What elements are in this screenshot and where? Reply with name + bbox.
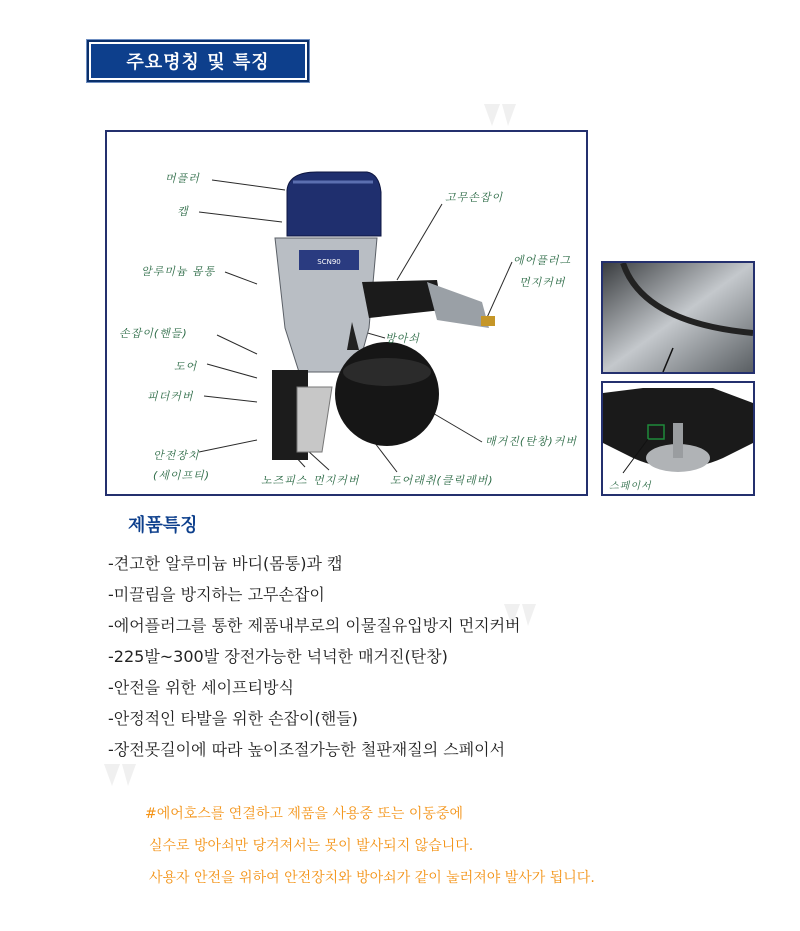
product-diagram bbox=[105, 130, 588, 496]
callout-safety: 안전장치 bbox=[153, 449, 200, 462]
callout-nosepiece: 노즈피스 bbox=[261, 474, 308, 487]
section-title: 주요명칭 및 특징 bbox=[87, 40, 309, 82]
callout-dust-cover-top: 먼지커버 bbox=[519, 276, 566, 289]
feature-item: -225발~300발 장전가능한 넉넉한 매거진(탄창) bbox=[108, 647, 448, 666]
notice-line: #에어호스를 연결하고 제품을 사용중 또는 이동중에 bbox=[145, 806, 463, 822]
feature-item: -안전을 위한 세이프티방식 bbox=[108, 678, 294, 697]
callout-air-plug: 에어플러그 bbox=[513, 254, 572, 267]
feature-item: -장전못길이에 따라 높이조절가능한 철판재질의 스페이서 bbox=[108, 740, 506, 759]
inset-magazine-interior bbox=[601, 261, 755, 374]
callout-spacer: 스페이서 bbox=[609, 481, 652, 492]
callout-trigger: 방아쇠 bbox=[385, 332, 420, 345]
callout-safety-sub: (세이프티) bbox=[153, 469, 211, 482]
notice-line: 사용자 안전을 위하여 안전장치와 방아쇠가 같이 눌러져야 발사가 됩니다. bbox=[149, 870, 595, 886]
notice-line: 실수로 방아쇠만 당겨져서는 못이 발사되지 않습니다. bbox=[149, 838, 474, 854]
magazine-interior-photo bbox=[603, 263, 753, 372]
features-list bbox=[108, 548, 521, 765]
callout-door-latch: 도어래취(클릭레버) bbox=[390, 474, 494, 487]
callout-cap: 캡 bbox=[177, 205, 189, 218]
feature-item: -안정적인 타발을 위한 손잡이(핸들) bbox=[108, 709, 358, 728]
callout-rubber-grip: 고무손잡이 bbox=[445, 191, 504, 204]
svg-text:SCN90: SCN90 bbox=[317, 258, 341, 266]
safety-notice bbox=[145, 803, 595, 899]
inset-spacer bbox=[601, 381, 755, 496]
callout-door: 도어 bbox=[174, 360, 198, 373]
feature-item: -미끌림을 방지하는 고무손잡이 bbox=[108, 585, 325, 604]
feature-item: -견고한 알루미늄 바디(몸통)과 캡 bbox=[108, 554, 343, 573]
callout-aluminum-body: 알루미늄 몸통 bbox=[141, 265, 216, 278]
callout-handle: 손잡이(핸들) bbox=[119, 327, 188, 340]
watermark-logo bbox=[480, 100, 520, 130]
feature-item: -에어플러그를 통한 제품내부로의 이물질유입방지 먼지커버 bbox=[108, 616, 521, 635]
callout-muffler: 머플러 bbox=[165, 172, 200, 185]
callout-dust-cover-bottom: 먼지커버 bbox=[313, 474, 360, 487]
features-heading: 제품특징 bbox=[128, 515, 198, 536]
callout-feeder-cover: 피더커버 bbox=[147, 390, 194, 403]
callout-magazine-cover: 매거진(탄창)커버 bbox=[485, 435, 577, 448]
